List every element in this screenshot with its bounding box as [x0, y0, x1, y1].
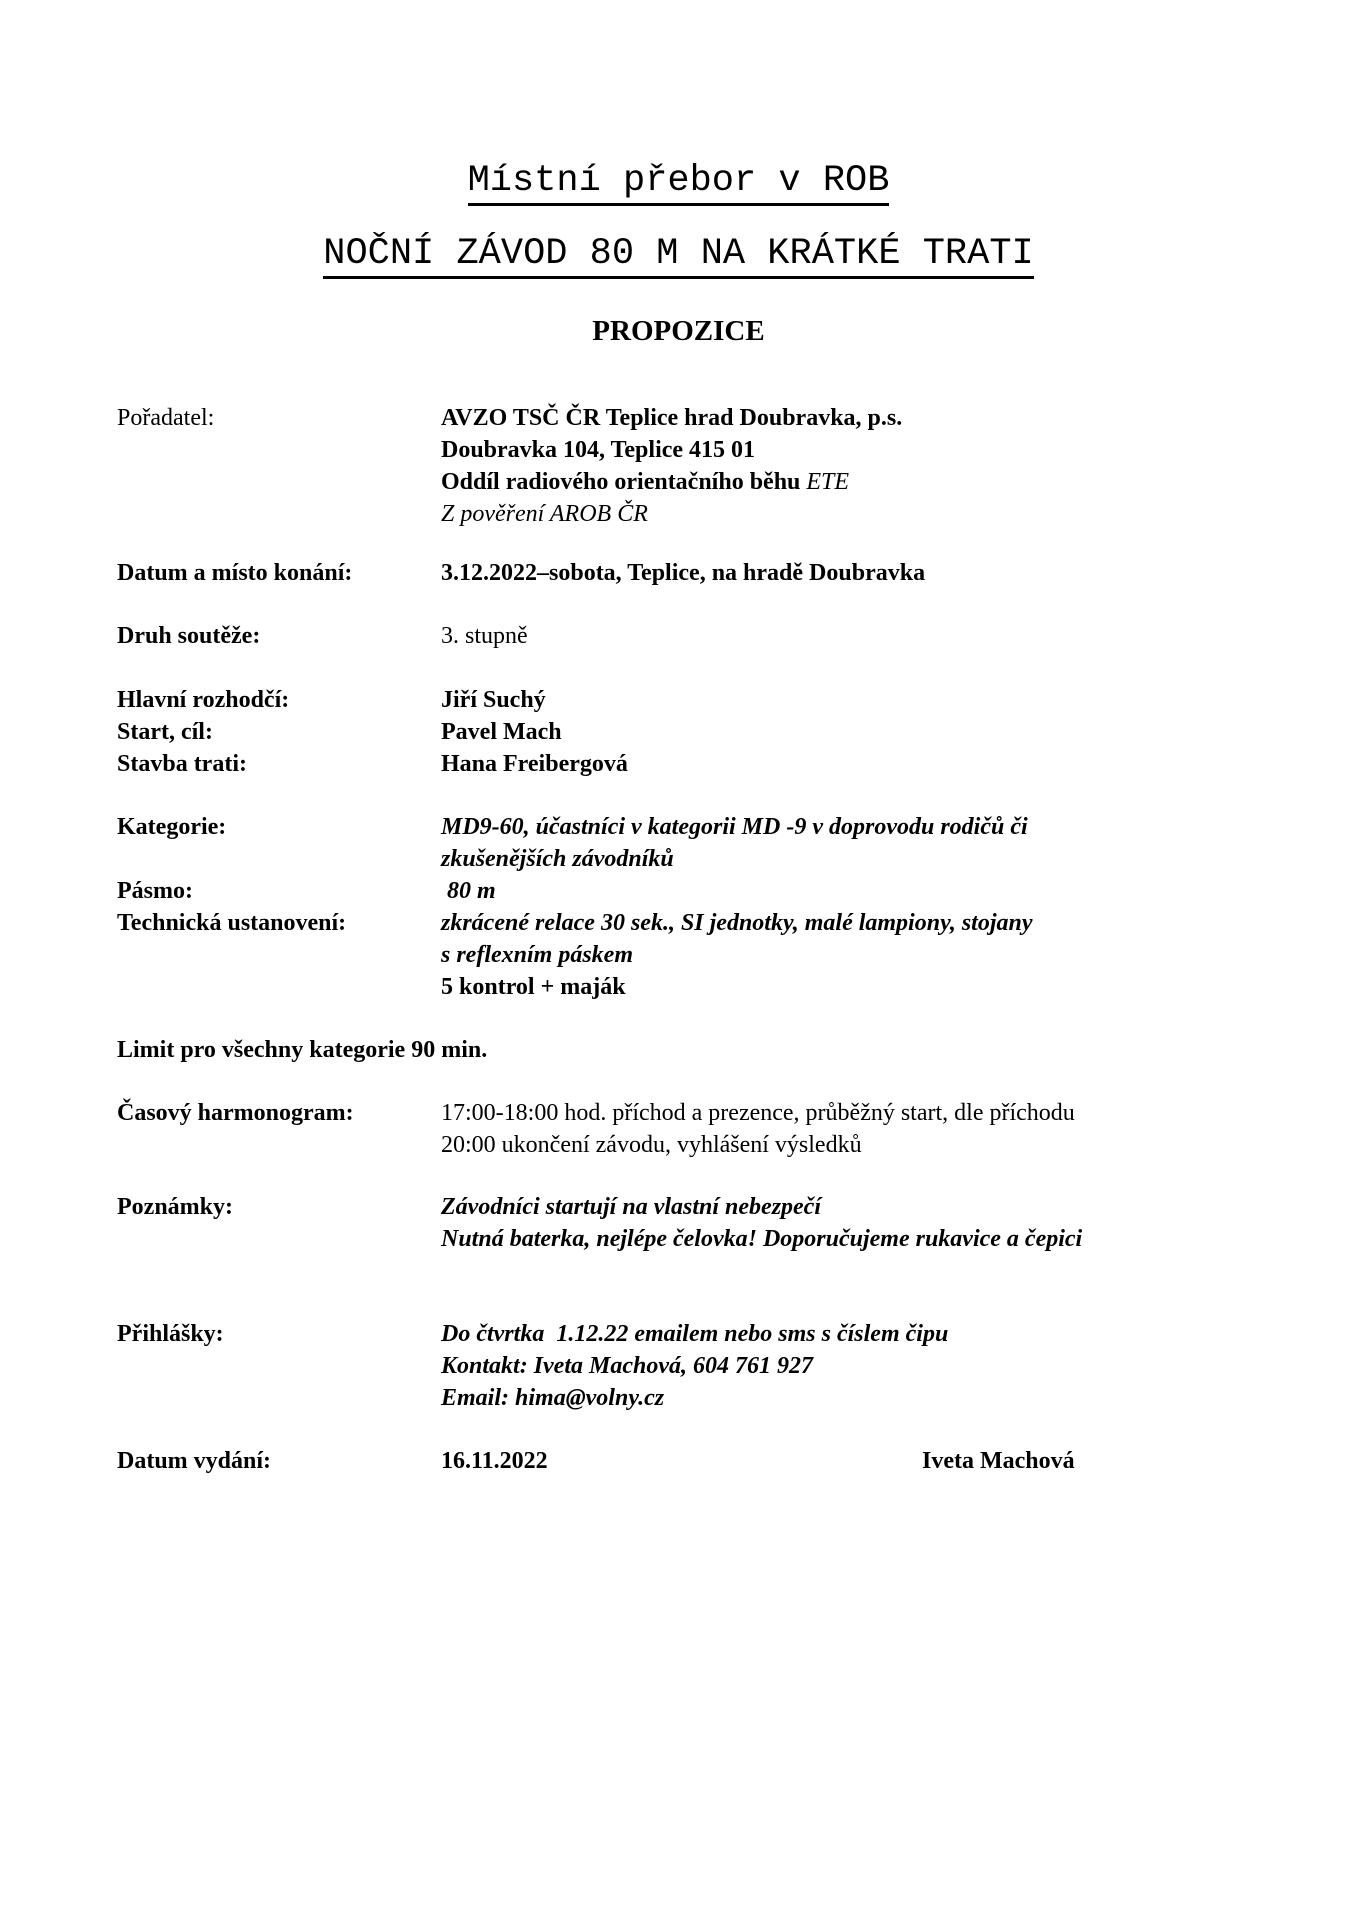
- kategorie-line1: MD9-60, účastníci v kategorii MD -9 v doprovodu rodičů či: [441, 814, 1028, 840]
- harmonogram-line2: 20:00 ukončení závodu, vyhlášení výsledků: [441, 1132, 862, 1158]
- druh-value: 3. stupně: [441, 623, 528, 649]
- kategorie-line2: zkušenějších závodníků: [441, 846, 674, 872]
- pasmo-value: 80 m: [441, 878, 496, 904]
- technicka-label: Technická ustanovení:: [117, 910, 347, 936]
- harmonogram-label: Časový harmonogram:: [117, 1100, 354, 1126]
- poznamky-label: Poznámky:: [117, 1194, 233, 1220]
- propozice-heading: PROPOZICE: [592, 315, 765, 347]
- harmonogram-line1: 17:00-18:00 hod. příchod a prezence, průběžný start, dle příchodu: [441, 1100, 1075, 1126]
- poradatel-oddil: Oddíl radiového orientačního běhu ETE: [441, 469, 850, 495]
- limit-text: Limit pro všechny kategorie 90 min.: [117, 1037, 488, 1063]
- author-name: Iveta Machová: [922, 1448, 1075, 1474]
- datum-vydani-label: Datum vydání:: [117, 1448, 272, 1474]
- event-title: NOČNÍ ZÁVOD 80 M NA KRÁTKÉ TRATI: [0, 233, 1357, 279]
- prihlasky-line1: Do čtvrtka 1.12.22 emailem nebo sms s číslem čipu: [441, 1321, 949, 1347]
- start-cil-label: Start, cíl:: [117, 719, 213, 745]
- document-title: Místní přebor v ROB: [0, 160, 1357, 206]
- hlavni-rozhodci-value: Jiří Suchý: [441, 687, 546, 713]
- poradatel-label: Pořadatel:: [117, 405, 215, 431]
- stavba-trati-label: Stavba trati:: [117, 751, 247, 777]
- technicka-line2: s reflexním páskem: [441, 942, 633, 968]
- datum-vydani-value: 16.11.2022: [441, 1448, 548, 1474]
- technicka-line3: 5 kontrol + maják: [441, 974, 626, 1000]
- druh-label: Druh soutěže:: [117, 623, 261, 649]
- hlavni-rozhodci-label: Hlavní rozhodčí:: [117, 687, 290, 713]
- stavba-trati-value: Hana Freibergová: [441, 751, 628, 777]
- poradatel-address: Doubravka 104, Teplice 415 01: [441, 437, 756, 463]
- start-cil-value: Pavel Mach: [441, 719, 562, 745]
- datum-misto-value: 3.12.2022–sobota, Teplice, na hradě Doubravka: [441, 560, 926, 586]
- poradatel-org: AVZO TSČ ČR Teplice hrad Doubravka, p.s.: [441, 405, 903, 431]
- pasmo-label: Pásmo:: [117, 878, 193, 904]
- poznamky-line2: Nutná baterka, nejlépe čelovka! Doporučujeme rukavice a čepici: [441, 1226, 1083, 1252]
- prihlasky-line2: Kontakt: Iveta Machová, 604 761 927: [441, 1353, 813, 1379]
- datum-misto-label: Datum a místo konání:: [117, 560, 353, 586]
- poradatel-povereni: Z pověření AROB ČR: [441, 501, 648, 527]
- prihlasky-email: Email: hima@volny.cz: [441, 1385, 665, 1411]
- poznamky-line1: Závodníci startují na vlastní nebezpečí: [441, 1194, 822, 1220]
- kategorie-label: Kategorie:: [117, 814, 227, 840]
- prihlasky-label: Přihlášky:: [117, 1321, 224, 1347]
- technicka-line1: zkrácené relace 30 sek., SI jednotky, malé lampiony, stojany: [441, 910, 1033, 936]
